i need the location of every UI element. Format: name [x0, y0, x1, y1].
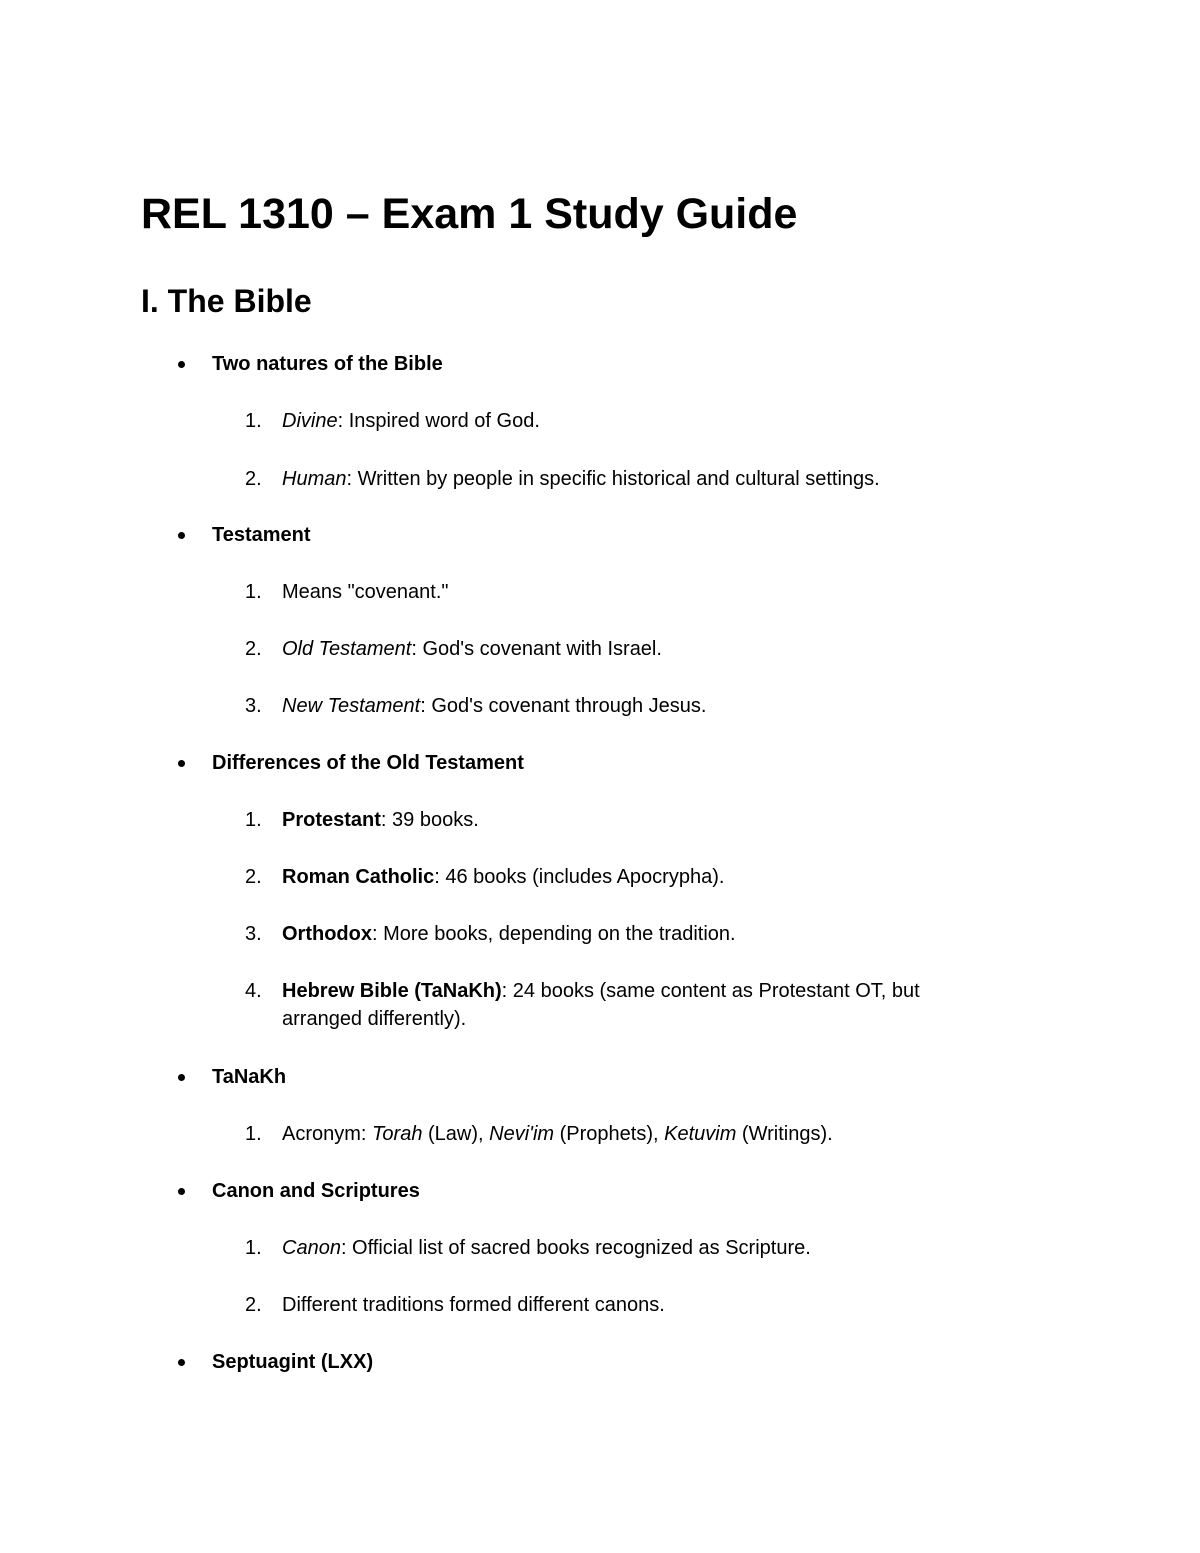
item-text: : God's covenant with Israel. — [411, 638, 662, 660]
item-term: Canon — [282, 1237, 341, 1259]
item-text: Acronym: — [282, 1123, 373, 1145]
item-term: New Testament — [282, 695, 421, 717]
item-number: 4. — [245, 980, 262, 1002]
bullet-heading-testament: Testament — [212, 524, 311, 546]
item-text: : Official list of sacred books recognized as Scripture. — [340, 1237, 811, 1259]
item-term: Torah — [372, 1123, 423, 1145]
bullet-heading-natures: Two natures of the Bible — [212, 353, 443, 375]
bullet-heading-canon: Canon and Scriptures — [212, 1180, 420, 1202]
item-text: : Inspired word of God. — [337, 410, 540, 432]
item-number: 1. — [245, 1123, 262, 1145]
item-number: 1. — [245, 809, 262, 831]
item-term: Old Testament — [282, 638, 412, 660]
item-number: 1. — [245, 410, 262, 432]
item-text: : Written by people in specific historical and cultural settings. — [346, 468, 880, 490]
document-title: REL 1310 – Exam 1 Study Guide — [141, 190, 798, 238]
item-text: (Prophets), — [554, 1123, 665, 1145]
list-item — [245, 407, 982, 435]
list-item — [245, 635, 982, 663]
item-term: Human — [282, 468, 347, 490]
list-item — [245, 1291, 982, 1319]
item-number: 3. — [245, 695, 262, 717]
item-term: Divine — [282, 410, 338, 432]
item-term: Orthodox — [282, 923, 372, 945]
item-text: (Law), — [422, 1123, 490, 1145]
item-term: Ketuvim — [664, 1123, 737, 1145]
item-text: : 46 books (includes Apocrypha). — [434, 866, 725, 888]
item-text: : More books, depending on the tradition. — [372, 923, 736, 945]
item-term: Hebrew Bible (TaNaKh) — [282, 980, 502, 1002]
item-text: : 24 books (same content as Protestant OT, but arranged differently). — [282, 980, 920, 1030]
list-item — [245, 692, 982, 720]
list-item — [245, 578, 982, 606]
bullet-heading-tanakh: TaNaKh — [212, 1066, 287, 1088]
item-term: Roman Catholic — [282, 866, 435, 888]
item-number: 2. — [245, 866, 262, 888]
list-item — [245, 465, 982, 493]
item-text: Different traditions formed different canons. — [282, 1294, 665, 1316]
list-item — [245, 863, 982, 891]
list-item — [245, 977, 982, 1033]
item-text: (Writings). — [736, 1123, 833, 1145]
bullet-heading-septuagint: Septuagint (LXX) — [212, 1351, 374, 1373]
list-item — [245, 920, 982, 948]
item-number: 2. — [245, 638, 262, 660]
list-item — [245, 1234, 982, 1262]
item-term: Nevi'im — [489, 1123, 555, 1145]
section-heading: I. The Bible — [141, 283, 312, 319]
item-number: 1. — [245, 581, 262, 603]
list-item — [245, 1120, 982, 1148]
item-number: 2. — [245, 468, 262, 490]
item-number: 2. — [245, 1294, 262, 1316]
item-text: : 39 books. — [380, 809, 479, 831]
item-term: Protestant — [282, 809, 381, 831]
bullet-heading-differences: Differences of the Old Testament — [212, 752, 524, 774]
item-text: : God's covenant through Jesus. — [420, 695, 707, 717]
item-text: Means "covenant." — [282, 581, 449, 603]
list-item — [245, 806, 982, 834]
item-number: 1. — [245, 1237, 262, 1259]
item-number: 3. — [245, 923, 262, 945]
